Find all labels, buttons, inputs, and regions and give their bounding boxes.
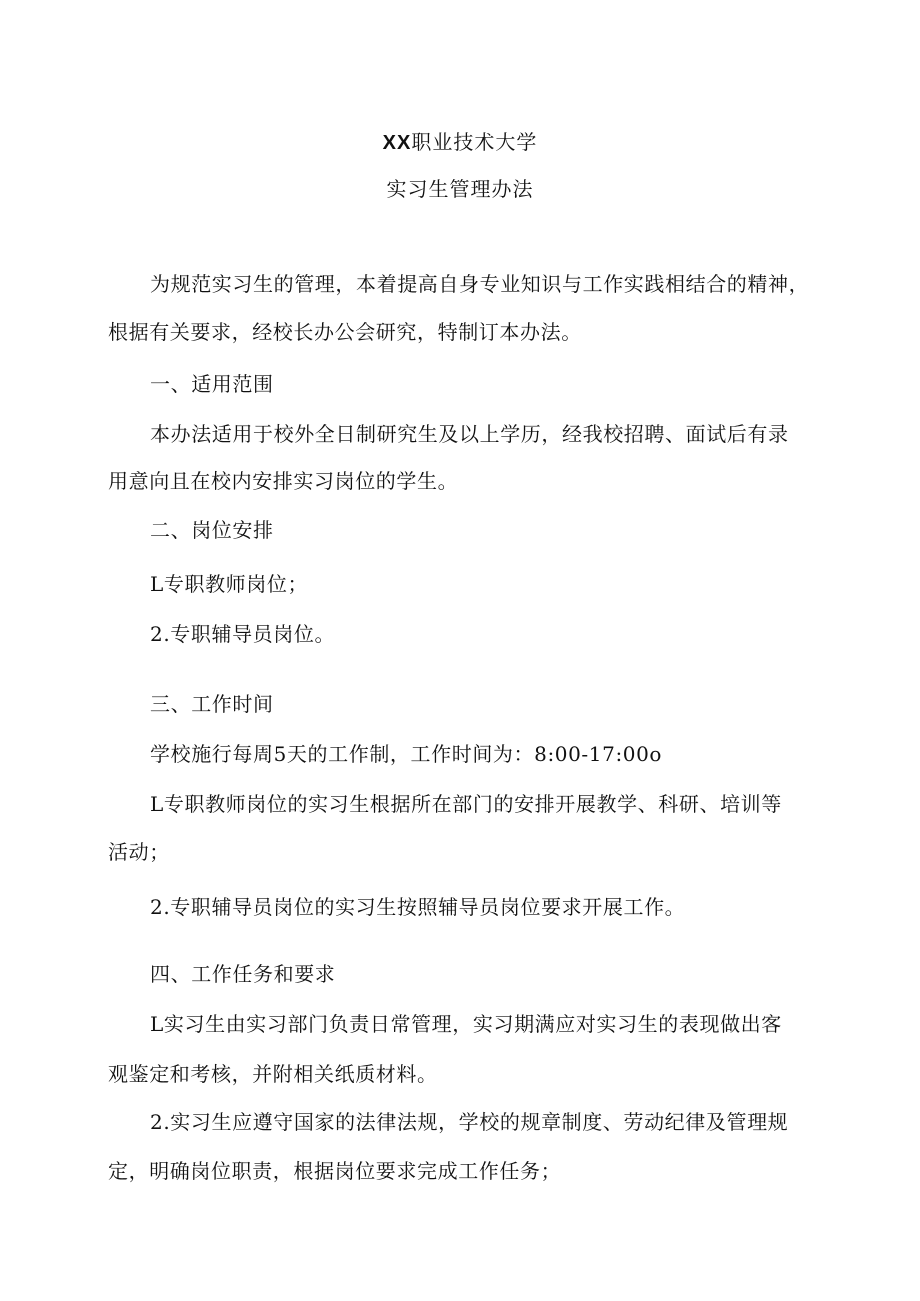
document-subtitle: 实习生管理办法 xyxy=(386,177,534,201)
section-heading: 二、岗位安排 xyxy=(150,518,274,542)
paragraph-line: 为规范实习生的管理，本着提高自身专业知识与工作实践相结合的精神， xyxy=(150,272,810,296)
paragraph-line: 本办法适用于校外全日制研究生及以上学历，经我校招聘、面试后有录 xyxy=(150,422,789,446)
list-item-continuation: 活动； xyxy=(108,840,170,864)
list-item: L专职教师岗位； xyxy=(150,572,309,596)
list-item: 2.实习生应遵守国家的法律法规，学校的规章制度、劳动纪律及管理规 xyxy=(150,1110,789,1134)
list-item: L专职教师岗位的实习生根据所在部门的安排开展教学、科研、培训等 xyxy=(150,792,782,816)
section-heading: 四、工作任务和要求 xyxy=(150,962,336,986)
title-suffix: 职业技术大学 xyxy=(411,130,538,154)
list-item: 2.专职辅导员岗位的实习生按照辅导员岗位要求开展工作。 xyxy=(150,895,686,919)
list-item: L实习生由实习部门负责日常管理，实习期满应对实习生的表现做出客 xyxy=(150,1012,782,1036)
document-title xyxy=(0,128,920,157)
list-item: 2.专职辅导员岗位。 xyxy=(150,622,336,646)
paragraph-line: 学校施行每周5天的工作制，工作时间为：8:00-17:00o xyxy=(150,742,663,766)
section-heading: 一、适用范围 xyxy=(150,372,274,396)
paragraph-line: 用意向且在校内安排实习岗位的学生。 xyxy=(108,469,459,493)
section-heading: 三、工作时间 xyxy=(150,692,274,716)
list-item-continuation: 定，明确岗位职责，根据岗位要求完成工作任务； xyxy=(108,1159,562,1183)
list-item-continuation: 观鉴定和考核，并附相关纸质材料。 xyxy=(108,1062,438,1086)
paragraph-line: 根据有关要求，经校长办公会研究，特制订本办法。 xyxy=(108,320,582,344)
title-prefix: XX xyxy=(382,132,412,154)
